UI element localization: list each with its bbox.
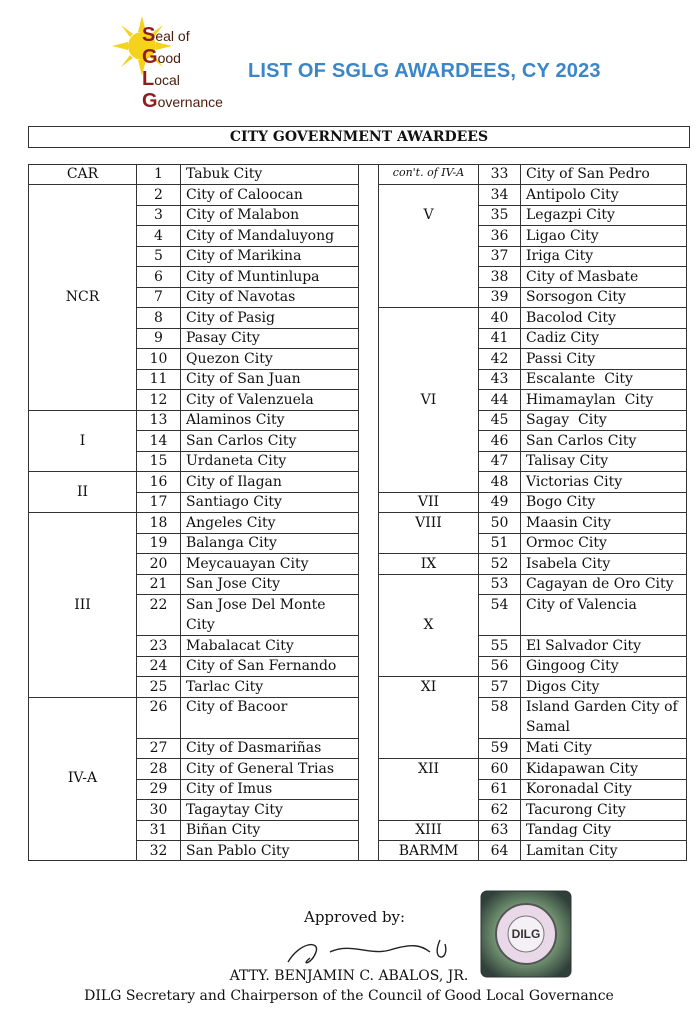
row-number: 50	[490, 515, 509, 531]
row-number: 41	[490, 330, 509, 346]
city-name: Tagaytay City	[186, 802, 283, 818]
city-name: City of San Fernando	[186, 658, 337, 674]
row-number: 4	[154, 228, 163, 244]
row-number: 15	[149, 453, 168, 469]
row-number: 35	[490, 207, 509, 223]
row-number: 8	[154, 310, 163, 326]
row-number: 46	[490, 433, 509, 449]
row-number: 63	[490, 822, 509, 838]
city-name: Talisay City	[526, 453, 609, 469]
city-name: City of San Juan	[186, 371, 301, 387]
city-name: City of Bacoor	[186, 699, 288, 715]
city-name: City of Dasmariñas	[186, 740, 322, 756]
row-number: 60	[490, 761, 509, 777]
city-name: Lamitan City	[526, 843, 618, 859]
row-number: 44	[490, 392, 509, 408]
region-label: XIII	[415, 822, 442, 838]
city-name: City of Ilagan	[186, 474, 282, 490]
row-number: 32	[149, 843, 168, 859]
row-number: 47	[490, 453, 509, 469]
signatory-name: ATTY. BENJAMIN C. ABALOS, JR.	[229, 968, 469, 984]
city-name: Santiago City	[186, 494, 282, 510]
city-name: Quezon City	[186, 351, 273, 367]
row-number: 22	[149, 597, 168, 613]
logo-line-4: Governance	[142, 90, 223, 112]
row-number: 6	[154, 269, 163, 285]
section-title: CITY GOVERNMENT AWARDEES	[28, 126, 690, 148]
row-number: 17	[149, 494, 168, 510]
row-number: 16	[149, 474, 168, 490]
row-number: 30	[149, 802, 168, 818]
row-number: 56	[490, 658, 509, 674]
row-number: 10	[149, 351, 168, 367]
region-label: VII	[417, 494, 440, 510]
row-number: 7	[154, 289, 163, 305]
row-number: 52	[490, 556, 509, 572]
city-name: San Pablo City	[186, 843, 290, 859]
row-number: 9	[154, 330, 163, 346]
city-name: Isabela City	[526, 556, 611, 572]
row-number: 43	[490, 371, 509, 387]
city-name: City of Valencia	[526, 597, 637, 613]
city-name: Passi City	[526, 351, 596, 367]
city-name: El Salvador City	[526, 638, 642, 654]
row-number: 13	[149, 412, 168, 428]
row-number: 18	[149, 515, 168, 531]
region-label: CAR	[66, 166, 99, 182]
city-name: Mati City	[526, 740, 592, 756]
city-name: Biñan City	[186, 822, 261, 838]
row-number: 58	[490, 699, 509, 715]
city-name: City of Malabon	[186, 207, 300, 223]
region-label: VIII	[415, 515, 442, 531]
row-number: 14	[149, 433, 168, 449]
city-name: Iriga City	[526, 248, 594, 264]
row-number: 20	[149, 556, 168, 572]
row-number: 33	[490, 166, 509, 182]
city-name: City of General Trias	[186, 761, 335, 777]
region-label: XI	[420, 679, 437, 695]
city-name: Angeles City	[186, 515, 276, 531]
city-name: Gingoog City	[526, 658, 619, 674]
city-name: Victorias City	[526, 474, 623, 490]
row-number: 38	[490, 269, 509, 285]
signature-icon	[280, 932, 460, 972]
city-name: Tabuk City	[186, 166, 263, 182]
seal-text: DILG	[511, 927, 541, 941]
city-name: Cagayan de Oro City	[526, 576, 674, 592]
row-number: 34	[490, 187, 509, 203]
city-name: Tarlac City	[186, 679, 264, 695]
city-name: Digos City	[526, 679, 600, 695]
region-label: NCR	[65, 289, 100, 305]
city-name: Urdaneta City	[186, 453, 287, 469]
city-name: Meycauayan City	[186, 556, 309, 572]
city-name: Himamaylan City	[526, 392, 654, 408]
region-label: X	[423, 617, 434, 633]
row-number: 25	[149, 679, 168, 695]
row-number: 48	[490, 474, 509, 490]
row-number: 31	[149, 822, 168, 838]
city-name: Mabalacat City	[186, 638, 294, 654]
region-label: XII	[417, 761, 440, 777]
row-number: 37	[490, 248, 509, 264]
row-number: 26	[149, 699, 168, 715]
row-number: 23	[149, 638, 168, 654]
city-name: Ligao City	[526, 228, 599, 244]
city-name: Alaminos City	[186, 412, 285, 428]
row-number: 28	[149, 761, 168, 777]
city-name: Antipolo City	[526, 187, 619, 203]
row-number: 27	[149, 740, 168, 756]
city-name: City of Masbate	[526, 269, 639, 285]
row-number: 1	[154, 166, 163, 182]
region-label: IV-A	[67, 770, 98, 786]
region-label: V	[423, 207, 434, 223]
city-name: City of Muntinlupa	[186, 269, 320, 285]
row-number: 57	[490, 679, 509, 695]
signatory-role: DILG Secretary and Chairperson of the Council of Good Local Governance	[84, 988, 614, 1004]
region-label: VI	[420, 392, 437, 408]
city-name: Sorsogon City	[526, 289, 626, 305]
region-label: II	[76, 484, 89, 500]
city-name: Kidapawan City	[526, 761, 639, 777]
city-name: Sagay City	[526, 412, 607, 428]
row-number: 54	[490, 597, 509, 613]
row-number: 59	[490, 740, 509, 756]
city-name: San Jose Del Monte City	[186, 597, 326, 633]
row-number: 61	[490, 781, 509, 797]
row-number: 39	[490, 289, 509, 305]
city-name: City of Imus	[186, 781, 273, 797]
row-number: 36	[490, 228, 509, 244]
city-name: Ormoc City	[526, 535, 607, 551]
row-number: 55	[490, 638, 509, 654]
region-label: III	[74, 597, 91, 613]
page-title: LIST OF SGLG AWARDEES, CY 2023	[248, 60, 601, 82]
row-number: 45	[490, 412, 509, 428]
row-number: 21	[149, 576, 168, 592]
row-number: 62	[490, 802, 509, 818]
region-label: I	[79, 433, 86, 449]
row-number: 49	[490, 494, 509, 510]
row-number: 5	[154, 248, 163, 264]
logo-line-2: Good	[142, 46, 181, 68]
logo-line-3: Local	[142, 68, 180, 90]
row-number: 11	[149, 371, 168, 387]
city-name: City of Valenzuela	[186, 392, 314, 408]
row-number: 19	[149, 535, 168, 551]
region-label: IX	[420, 556, 437, 572]
city-name: Island Garden City of Samal	[526, 699, 678, 735]
city-name: City of Pasig	[186, 310, 275, 326]
city-name: Escalante City	[526, 371, 633, 387]
city-name: San Carlos City	[526, 433, 637, 449]
city-name: Koronadal City	[526, 781, 632, 797]
city-name: City of Caloocan	[186, 187, 303, 203]
city-name: San Carlos City	[186, 433, 297, 449]
row-number: 3	[154, 207, 163, 223]
city-name: Bacolod City	[526, 310, 616, 326]
row-number: 64	[490, 843, 509, 859]
row-number: 2	[154, 187, 163, 203]
city-name: Tandag City	[526, 822, 612, 838]
row-number: 24	[149, 658, 168, 674]
region-label: BARMM	[398, 843, 459, 859]
city-name: Legazpi City	[526, 207, 615, 223]
city-name: Pasay City	[186, 330, 260, 346]
city-name: San Jose City	[186, 576, 281, 592]
city-name: Bogo City	[526, 494, 596, 510]
row-number: 42	[490, 351, 509, 367]
city-name: Cadiz City	[526, 330, 600, 346]
city-name: City of Marikina	[186, 248, 302, 264]
row-number: 12	[149, 392, 168, 408]
city-name: City of Mandaluyong	[186, 228, 335, 244]
city-name: Balanga City	[186, 535, 277, 551]
city-name: Maasin City	[526, 515, 611, 531]
row-number: 40	[490, 310, 509, 326]
city-name: City of San Pedro	[526, 166, 650, 182]
region-label: con't. of IV-A	[392, 166, 465, 179]
dilg-seal	[480, 890, 572, 978]
row-number: 29	[149, 781, 168, 797]
row-number: 51	[490, 535, 509, 551]
city-name: City of Navotas	[186, 289, 296, 305]
approved-by-label: Approved by:	[304, 908, 406, 926]
logo-line-1: Seal of	[142, 24, 190, 46]
city-name: Tacurong City	[526, 802, 626, 818]
row-number: 53	[490, 576, 509, 592]
